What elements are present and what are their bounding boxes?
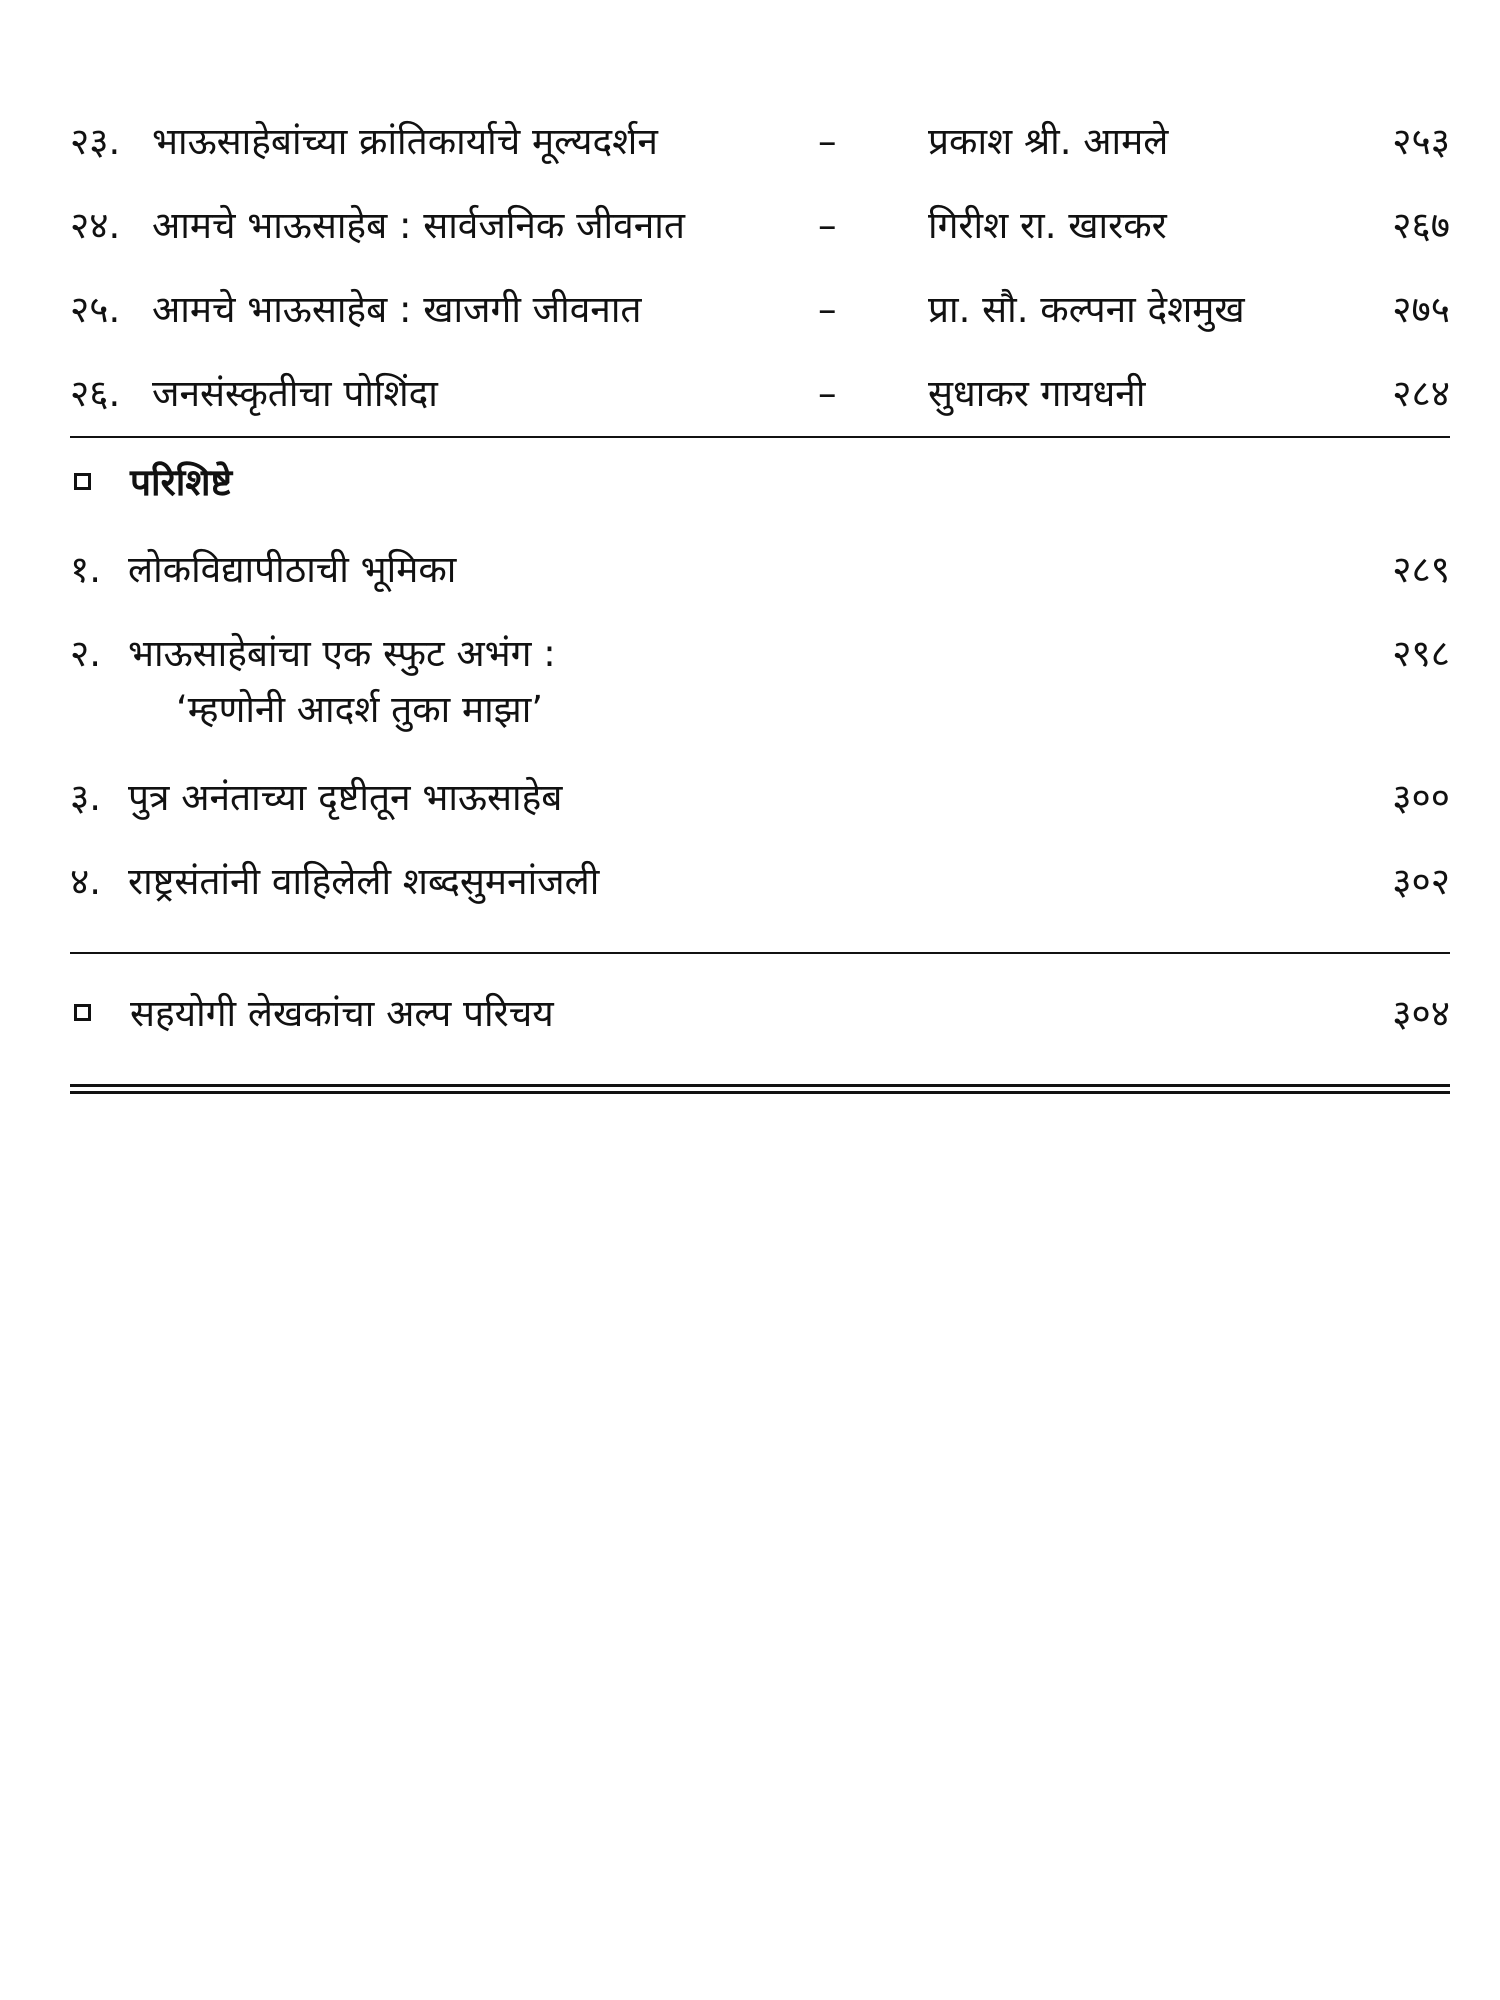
entry-title: जनसंस्कृतीचा पोशिंदा: [152, 372, 438, 415]
entry-dash: –: [818, 372, 837, 415]
entry-number: ४.: [70, 860, 102, 903]
appendix-entry[interactable]: [70, 612, 1450, 756]
entry-dash: –: [818, 120, 837, 163]
entry-dash: –: [818, 288, 837, 331]
entry-page: २६७: [1392, 204, 1450, 247]
entry-page: २८४: [1392, 372, 1450, 415]
entry-title: भाऊसाहेबांच्या क्रांतिकार्याचे मूल्यदर्शन: [152, 120, 658, 163]
entry-author: प्रकाश श्री. आमले: [928, 120, 1169, 163]
appendix-heading: [70, 438, 1450, 528]
contributors-entry[interactable]: [70, 954, 1450, 1074]
entry-number: २५.: [70, 288, 121, 331]
entry-title: आमचे भाऊसाहेब : सार्वजनिक जीवनात: [152, 204, 685, 247]
appendix-heading-label: परिशिष्टे: [130, 461, 233, 504]
entry-title: पुत्र अनंताच्या दृष्टीतून भाऊसाहेब: [128, 776, 563, 819]
square-bullet-icon: [74, 473, 91, 490]
entry-title: [128, 626, 556, 738]
entry-author: प्रा. सौ. कल्पना देशमुख: [928, 288, 1245, 331]
toc-entry[interactable]: [70, 352, 1450, 436]
entry-title: लोकविद्यापीठाची भूमिका: [128, 548, 457, 591]
entry-number: २४.: [70, 204, 121, 247]
entry-author: गिरीश रा. खारकर: [928, 204, 1167, 247]
toc-entry[interactable]: [70, 268, 1450, 352]
entry-page: ३००: [1392, 776, 1450, 819]
entry-page: २७५: [1392, 288, 1450, 331]
entry-page: २८९: [1392, 548, 1450, 591]
entry-title: आमचे भाऊसाहेब : खाजगी जीवनात: [152, 288, 642, 331]
entry-title: राष्ट्रसंतांनी वाहिलेली शब्दसुमनांजली: [128, 860, 600, 903]
entry-title-line1: भाऊसाहेबांचा एक स्फुट अभंग :: [128, 632, 556, 675]
contributors-page: ३०४: [1392, 992, 1450, 1035]
square-bullet-icon: [74, 1004, 91, 1021]
entry-number: १.: [70, 548, 102, 591]
entry-page: ३०२: [1392, 860, 1450, 903]
entry-author: सुधाकर गायधनी: [928, 372, 1146, 415]
entry-title-line2: ‘म्हणोनी आदर्श तुका माझा’: [176, 688, 544, 731]
table-of-contents: [70, 100, 1450, 1094]
toc-entry[interactable]: [70, 100, 1450, 184]
entry-page: २९८: [1392, 632, 1450, 675]
contributors-title: सहयोगी लेखकांचा अल्प परिचय: [130, 992, 554, 1035]
appendix-entry[interactable]: [70, 756, 1450, 840]
entry-page: २५३: [1392, 120, 1450, 163]
entry-number: २.: [70, 632, 102, 675]
entry-number: ३.: [70, 776, 102, 819]
entry-number: २३.: [70, 120, 121, 163]
end-double-rule: [70, 1084, 1450, 1094]
entry-number: २६.: [70, 372, 121, 415]
entry-dash: –: [818, 204, 837, 247]
toc-entry[interactable]: [70, 184, 1450, 268]
appendix-entry[interactable]: [70, 528, 1450, 612]
appendix-entry[interactable]: [70, 840, 1450, 924]
